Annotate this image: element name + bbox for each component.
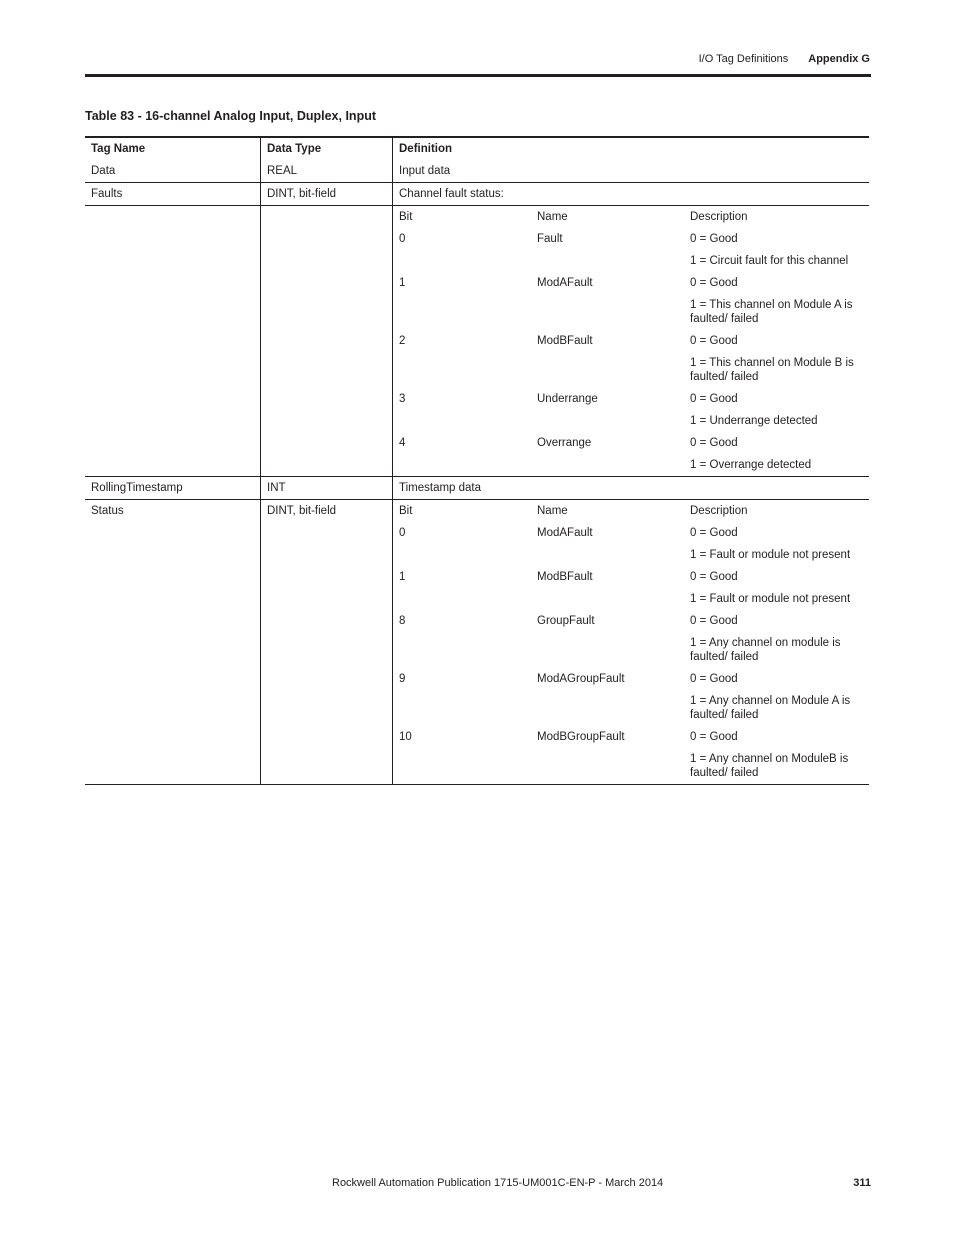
running-header xyxy=(699,53,870,65)
bit-desc-good: 0 = Good xyxy=(690,527,738,539)
table-row xyxy=(85,206,869,477)
publication-info: Rockwell Automation Publication 1715-UM001C-EN-P - March 2014 xyxy=(332,1177,664,1189)
tag-name: RollingTimestamp xyxy=(91,482,183,494)
sub-header-bit: Bit xyxy=(399,211,413,223)
data-type: INT xyxy=(267,482,286,494)
bit-number: 0 xyxy=(399,233,406,245)
data-type: DINT, bit-field xyxy=(267,188,337,200)
table-caption: Table 83 - 16-channel Analog Input, Duplex, Input xyxy=(85,109,376,123)
header-rule xyxy=(85,74,871,77)
bit-name: ModAFault xyxy=(537,527,593,539)
bit-desc-good: 0 = Good xyxy=(690,673,738,685)
tag-name: Status xyxy=(91,505,124,517)
bit-desc-fault: 1 = Underrange detected xyxy=(690,415,818,427)
bit-desc-fault: 1 = Any channel on Module A is faulted/ failed xyxy=(690,695,851,721)
bit-number: 3 xyxy=(399,393,406,405)
tag-name: Data xyxy=(91,165,116,177)
data-type: REAL xyxy=(267,165,298,177)
table-row xyxy=(85,183,869,206)
bit-desc-fault: 1 = Fault or module not present xyxy=(690,593,851,605)
bit-name: ModAGroupFault xyxy=(537,673,625,685)
bit-desc-good: 0 = Good xyxy=(690,393,738,405)
bit-desc-good: 0 = Good xyxy=(690,731,738,743)
bit-name: ModBGroupFault xyxy=(537,731,625,743)
table-row xyxy=(85,160,869,183)
bit-number: 2 xyxy=(399,335,406,347)
bit-desc-good: 0 = Good xyxy=(690,571,738,583)
bit-name: Underrange xyxy=(537,393,598,405)
bit-name: GroupFault xyxy=(537,615,595,627)
sub-header-name: Name xyxy=(537,211,568,223)
bit-desc-good: 0 = Good xyxy=(690,233,738,245)
bit-desc-good: 0 = Good xyxy=(690,615,738,627)
sub-header-description: Description xyxy=(690,505,748,517)
bit-desc-good: 0 = Good xyxy=(690,335,738,347)
bit-desc-fault: 1 = Any channel on module is faulted/ failed xyxy=(690,637,841,663)
definition: Input data xyxy=(399,165,451,177)
bit-number: 1 xyxy=(399,277,406,289)
sub-header-bit: Bit xyxy=(399,505,413,517)
header-section: I/O Tag Definitions xyxy=(698,53,789,65)
col-header-definition: Definition xyxy=(399,143,453,155)
bit-desc-good: 0 = Good xyxy=(690,277,738,289)
bit-desc-fault: 1 = Overrange detected xyxy=(690,459,812,471)
bit-name: ModBFault xyxy=(537,571,593,583)
col-header-tag-name: Tag Name xyxy=(91,143,146,155)
bit-name: ModAFault xyxy=(537,277,593,289)
bit-number: 9 xyxy=(399,673,406,685)
bit-desc-fault: 1 = Fault or module not present xyxy=(690,549,851,561)
definition: Timestamp data xyxy=(399,482,482,494)
bit-desc-fault: 1 = Circuit fault for this channel xyxy=(690,255,849,267)
tag-name: Faults xyxy=(91,188,123,200)
bit-desc-fault: 1 = This channel on Module A is faulted/ failed xyxy=(690,299,853,325)
faults-bit-table xyxy=(393,206,869,476)
table-row xyxy=(85,500,869,785)
sub-header-description: Description xyxy=(690,211,748,223)
col-header-data-type: Data Type xyxy=(267,143,322,155)
bit-name: Fault xyxy=(537,233,563,245)
bit-number: 1 xyxy=(399,571,406,583)
sub-header-name: Name xyxy=(537,505,568,517)
bit-number: 8 xyxy=(399,615,406,627)
bit-desc-good: 0 = Good xyxy=(690,437,738,449)
page-number: 311 xyxy=(853,1177,871,1189)
table-row xyxy=(85,477,869,500)
bit-number: 10 xyxy=(399,731,412,743)
bit-number: 4 xyxy=(399,437,406,449)
bit-desc-fault: 1 = Any channel on ModuleB is faulted/ failed xyxy=(690,753,849,779)
bit-name: Overrange xyxy=(537,437,592,449)
io-tag-table xyxy=(85,136,869,785)
header-appendix: Appendix G xyxy=(808,53,870,65)
bit-desc-fault: 1 = This channel on Module B is faulted/ failed xyxy=(690,357,854,383)
bit-number: 0 xyxy=(399,527,406,539)
definition: Channel fault status: xyxy=(399,188,504,200)
data-type: DINT, bit-field xyxy=(267,505,337,517)
status-bit-table xyxy=(393,500,869,784)
bit-name: ModBFault xyxy=(537,335,593,347)
